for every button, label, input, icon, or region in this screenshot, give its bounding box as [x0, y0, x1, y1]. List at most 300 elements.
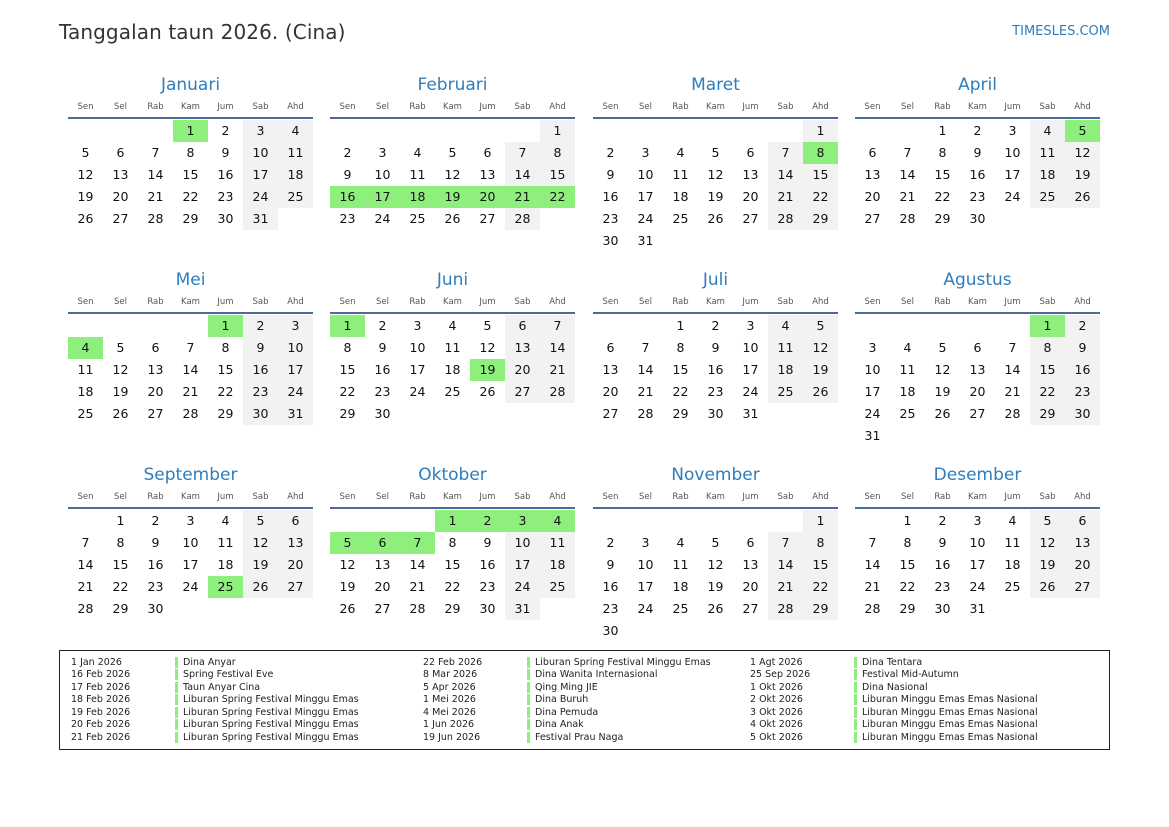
day-cell: 5 [1065, 120, 1100, 142]
empty-day-cell [995, 315, 1030, 337]
month-mei [68, 268, 313, 425]
weekday-label: Kam [706, 297, 725, 307]
day-cell: 15 [1030, 359, 1065, 381]
empty-day-cell [960, 425, 995, 447]
empty-day-cell [103, 315, 138, 337]
day-cell: 4 [903, 340, 912, 355]
weekday-label: Jum [742, 492, 759, 502]
weekday-label: Ahd [1074, 102, 1091, 112]
day-cell: 5 [1030, 510, 1065, 532]
week-row [593, 554, 838, 576]
day-cell: 28 [637, 406, 654, 421]
day-cell: 18 [217, 557, 234, 572]
day-cell: 7 [768, 142, 803, 164]
day-cell: 15 [182, 167, 199, 182]
weekday-label: Sab [777, 102, 794, 112]
day-cell: 25 [1004, 579, 1021, 594]
week-row [68, 337, 313, 359]
week-row [68, 381, 313, 403]
day-cell: 18 [77, 384, 94, 399]
day-cell: 8 [116, 535, 125, 550]
month-title: Januari [160, 75, 221, 95]
empty-day-cell [400, 510, 435, 532]
day-cell: 1 [938, 123, 947, 138]
month-divider [68, 507, 313, 509]
empty-day-cell [628, 120, 663, 142]
holiday-date: 1 Agt 2026 [750, 656, 803, 668]
legend-row [739, 669, 1038, 682]
empty-day-cell [540, 208, 575, 230]
day-cell: 3 [641, 535, 650, 550]
day-cell: 18 [1030, 164, 1065, 186]
week-row [330, 186, 575, 208]
day-cell: 8 [221, 340, 230, 355]
day-cell: 13 [147, 362, 164, 377]
day-cell: 20 [374, 579, 391, 594]
empty-day-cell [1030, 208, 1065, 230]
day-cell: 26 [479, 384, 496, 399]
month-divider [593, 117, 838, 119]
day-cell: 27 [742, 211, 759, 226]
day-cell: 31 [243, 208, 278, 230]
day-cell: 17 [637, 189, 654, 204]
day-cell: 12 [112, 362, 129, 377]
empty-day-cell [733, 620, 768, 642]
day-cell: 21 [637, 384, 654, 399]
day-cell: 4 [1030, 120, 1065, 142]
day-cell: 12 [1030, 532, 1065, 554]
week-row [330, 120, 575, 142]
day-cell: 12 [339, 557, 356, 572]
week-row [855, 359, 1100, 381]
day-cell: 25 [278, 186, 313, 208]
day-cell: 24 [637, 211, 654, 226]
day-cell: 13 [112, 167, 129, 182]
day-cell: 21 [409, 579, 426, 594]
day-cell: 13 [742, 167, 759, 182]
holiday-date: 25 Sep 2026 [750, 669, 811, 681]
day-cell: 15 [672, 362, 689, 377]
day-cell: 3 [641, 145, 650, 160]
day-cell: 21 [768, 576, 803, 598]
day-cell: 15 [540, 164, 575, 186]
day-cell: 26 [112, 406, 129, 421]
day-cell: 30 [374, 406, 391, 421]
day-cell: 23 [243, 381, 278, 403]
day-cell: 8 [903, 535, 912, 550]
day-cell: 23 [147, 579, 164, 594]
day-cell: 22 [182, 189, 199, 204]
empty-day-cell [505, 403, 540, 425]
day-cell: 16 [934, 557, 951, 572]
month-title: Juni [436, 270, 469, 290]
day-cell: 26 [444, 211, 461, 226]
day-cell: 11 [278, 142, 313, 164]
month-divider [593, 312, 838, 314]
day-cell: 1 [803, 120, 838, 142]
day-cell: 13 [969, 362, 986, 377]
day-cell: 25 [444, 384, 461, 399]
weekday-label: Sab [514, 492, 531, 502]
day-cell: 19 [707, 579, 724, 594]
week-row [593, 403, 838, 425]
empty-day-cell [663, 230, 698, 252]
day-cell: 14 [182, 362, 199, 377]
weekday-label: Rab [409, 102, 426, 112]
day-cell: 20 [969, 384, 986, 399]
day-cell: 17 [365, 186, 400, 208]
weekday-label: Jum [217, 102, 234, 112]
weekday-label: Sen [602, 492, 619, 502]
holiday-date: 21 Feb 2026 [71, 731, 131, 743]
weekday-label: Sab [777, 492, 794, 502]
week-row [593, 186, 838, 208]
week-row [68, 403, 313, 425]
day-cell: 5 [81, 145, 90, 160]
legend-row [412, 681, 711, 694]
weekday-label: Rab [409, 297, 426, 307]
holiday-date: 2 Okt 2026 [750, 694, 803, 706]
weekday-label: Sen [77, 297, 94, 307]
legend-row [412, 656, 711, 669]
day-cell: 11 [217, 535, 234, 550]
day-cell: 30 [479, 601, 496, 616]
day-cell: 9 [1065, 337, 1100, 359]
weekday-label: Jum [1004, 492, 1021, 502]
empty-day-cell [698, 620, 733, 642]
empty-day-cell [540, 598, 575, 620]
weekday-header [855, 487, 1100, 507]
empty-day-cell [138, 120, 173, 142]
month-divider [330, 117, 575, 119]
day-cell: 20 [112, 189, 129, 204]
day-cell: 23 [934, 579, 951, 594]
day-cell: 10 [742, 340, 759, 355]
day-cell: 3 [973, 513, 982, 528]
day-cell: 3 [278, 315, 313, 337]
weekday-label: Sab [1039, 102, 1056, 112]
week-row [855, 337, 1100, 359]
weekday-label: Sel [901, 102, 914, 112]
day-cell: 9 [151, 535, 160, 550]
day-cell: 11 [409, 167, 426, 182]
day-cell: 17 [742, 362, 759, 377]
day-cell: 30 [707, 406, 724, 421]
month-divider [330, 507, 575, 509]
day-cell: 1 [208, 315, 243, 337]
empty-day-cell [1065, 598, 1100, 620]
week-row [855, 576, 1100, 598]
day-cell: 23 [339, 211, 356, 226]
day-cell: 6 [746, 145, 755, 160]
weekday-label: Ahd [287, 102, 304, 112]
day-cell: 7 [81, 535, 90, 550]
day-cell: 8 [540, 142, 575, 164]
weekday-header [593, 487, 838, 507]
day-cell: 16 [479, 557, 496, 572]
day-cell: 19 [112, 384, 129, 399]
week-row [330, 554, 575, 576]
day-cell: 17 [278, 359, 313, 381]
day-cell: 29 [803, 598, 838, 620]
weekday-label: Kam [968, 492, 987, 502]
day-cell: 27 [505, 381, 540, 403]
day-cell: 22 [339, 384, 356, 399]
week-row [330, 208, 575, 230]
weekday-label: Jum [742, 297, 759, 307]
weekday-label: Sel [639, 297, 652, 307]
day-cell: 7 [186, 340, 195, 355]
day-cell: 23 [1065, 381, 1100, 403]
day-cell: 9 [606, 167, 615, 182]
day-cell: 6 [746, 535, 755, 550]
day-cell: 15 [339, 362, 356, 377]
day-cell: 19 [1065, 164, 1100, 186]
day-cell: 27 [147, 406, 164, 421]
weekday-label: Sab [252, 102, 269, 112]
empty-day-cell [103, 120, 138, 142]
day-cell: 7 [540, 315, 575, 337]
day-cell: 14 [864, 557, 881, 572]
day-cell: 24 [374, 211, 391, 226]
day-cell: 3 [378, 145, 387, 160]
empty-day-cell [278, 598, 313, 620]
holiday-date: 5 Okt 2026 [750, 731, 803, 743]
weekday-label: Sel [901, 297, 914, 307]
day-cell: 9 [606, 557, 615, 572]
weekday-label: Sel [114, 102, 127, 112]
weekday-label: Sen [602, 297, 619, 307]
empty-day-cell [593, 120, 628, 142]
weekday-label: Sel [901, 492, 914, 502]
day-cell: 25 [899, 406, 916, 421]
day-cell: 17 [409, 362, 426, 377]
empty-day-cell [733, 510, 768, 532]
empty-day-cell [435, 120, 470, 142]
weekday-label: Sab [252, 492, 269, 502]
day-cell: 4 [278, 120, 313, 142]
day-cell: 22 [934, 189, 951, 204]
holiday-name: Spring Festival Eve [175, 669, 273, 680]
holiday-legend [59, 650, 1110, 750]
weekday-label: Rab [934, 492, 951, 502]
holiday-date: 1 Okt 2026 [750, 681, 803, 693]
weekday-label: Kam [706, 102, 725, 112]
empty-day-cell [960, 315, 995, 337]
empty-day-cell [138, 315, 173, 337]
day-cell: 26 [339, 601, 356, 616]
legend-row [60, 694, 359, 707]
day-cell: 14 [768, 164, 803, 186]
day-cell: 5 [448, 145, 457, 160]
day-cell: 18 [768, 359, 803, 381]
holiday-date: 17 Feb 2026 [71, 681, 131, 693]
day-cell: 29 [899, 601, 916, 616]
day-cell: 16 [1065, 359, 1100, 381]
empty-day-cell [593, 315, 628, 337]
day-cell: 23 [479, 579, 496, 594]
week-row [68, 359, 313, 381]
weekday-header [593, 97, 838, 117]
weekday-label: Kam [443, 102, 462, 112]
weekday-label: Jum [742, 102, 759, 112]
month-divider [593, 507, 838, 509]
empty-day-cell [243, 598, 278, 620]
month-september [68, 463, 313, 620]
day-cell: 22 [899, 579, 916, 594]
weekday-label: Jum [1004, 102, 1021, 112]
week-row [855, 142, 1100, 164]
day-cell: 22 [803, 186, 838, 208]
legend-row [739, 656, 1038, 669]
day-cell: 23 [707, 384, 724, 399]
month-divider [855, 117, 1100, 119]
day-cell: 1 [435, 510, 470, 532]
legend-row [60, 719, 359, 732]
day-cell: 10 [1004, 145, 1021, 160]
day-cell: 12 [444, 167, 461, 182]
month-oktober [330, 463, 575, 620]
week-row [593, 620, 838, 642]
empty-day-cell [890, 425, 925, 447]
day-cell: 20 [864, 189, 881, 204]
week-row [68, 554, 313, 576]
day-cell: 12 [77, 167, 94, 182]
day-cell: 7 [868, 535, 877, 550]
day-cell: 2 [606, 145, 615, 160]
day-cell: 12 [707, 557, 724, 572]
day-cell: 27 [969, 406, 986, 421]
day-cell: 6 [868, 145, 877, 160]
holiday-date: 3 Okt 2026 [750, 706, 803, 718]
week-row [330, 142, 575, 164]
day-cell: 9 [221, 145, 230, 160]
day-cell: 28 [1004, 406, 1021, 421]
week-row [330, 337, 575, 359]
day-cell: 24 [742, 384, 759, 399]
weekday-label: Sab [777, 297, 794, 307]
day-cell: 29 [339, 406, 356, 421]
legend-column [412, 656, 711, 744]
month-juli [593, 268, 838, 425]
day-cell: 15 [112, 557, 129, 572]
day-cell: 27 [1065, 576, 1100, 598]
day-cell: 8 [448, 535, 457, 550]
weekday-label: Sel [114, 297, 127, 307]
day-cell: 20 [742, 579, 759, 594]
day-cell: 3 [868, 340, 877, 355]
day-cell: 15 [217, 362, 234, 377]
day-cell: 24 [409, 384, 426, 399]
day-cell: 21 [768, 186, 803, 208]
day-cell: 5 [711, 535, 720, 550]
day-cell: 13 [505, 337, 540, 359]
day-cell: 14 [540, 337, 575, 359]
day-cell: 25 [1030, 186, 1065, 208]
empty-day-cell [768, 120, 803, 142]
day-cell: 12 [479, 340, 496, 355]
weekday-label: Rab [672, 102, 689, 112]
week-row [593, 532, 838, 554]
weekday-label: Rab [147, 297, 164, 307]
day-cell: 26 [707, 601, 724, 616]
day-cell: 2 [343, 145, 352, 160]
day-cell: 9 [243, 337, 278, 359]
day-cell: 16 [243, 359, 278, 381]
day-cell: 26 [77, 211, 94, 226]
day-cell: 30 [217, 211, 234, 226]
empty-day-cell [1065, 425, 1100, 447]
day-cell: 16 [969, 167, 986, 182]
weekday-label: Ahd [549, 492, 566, 502]
week-row [68, 576, 313, 598]
month-title: November [671, 465, 760, 485]
weekday-header [855, 292, 1100, 312]
holiday-date: 22 Feb 2026 [423, 656, 483, 668]
day-cell: 5 [711, 145, 720, 160]
empty-day-cell [68, 315, 103, 337]
holiday-date: 19 Jun 2026 [423, 731, 481, 743]
holiday-name: Dina Anak [527, 719, 584, 730]
day-cell: 11 [672, 167, 689, 182]
empty-day-cell [400, 120, 435, 142]
day-cell: 15 [444, 557, 461, 572]
day-cell: 11 [1030, 142, 1065, 164]
weekday-label: Jum [479, 102, 496, 112]
weekday-header [330, 292, 575, 312]
day-cell: 22 [217, 384, 234, 399]
day-cell: 14 [899, 167, 916, 182]
day-cell: 13 [479, 167, 496, 182]
day-cell: 24 [278, 381, 313, 403]
weekday-label: Kam [181, 102, 200, 112]
empty-day-cell [470, 120, 505, 142]
day-cell: 23 [602, 211, 619, 226]
weekday-label: Rab [672, 297, 689, 307]
day-cell: 13 [1065, 532, 1100, 554]
day-cell: 14 [147, 167, 164, 182]
empty-day-cell [628, 620, 663, 642]
day-cell: 26 [1065, 186, 1100, 208]
day-cell: 8 [1030, 337, 1065, 359]
day-cell: 12 [1065, 142, 1100, 164]
day-cell: 29 [444, 601, 461, 616]
week-row [68, 120, 313, 142]
day-cell: 28 [768, 208, 803, 230]
month-divider [855, 312, 1100, 314]
weekday-label: Sel [376, 492, 389, 502]
brand-link[interactable]: TIMESLES.COM [1012, 24, 1110, 39]
day-cell: 19 [707, 189, 724, 204]
day-cell: 6 [606, 340, 615, 355]
week-row [593, 315, 838, 337]
day-cell: 14 [77, 557, 94, 572]
day-cell: 3 [413, 318, 422, 333]
day-cell: 21 [147, 189, 164, 204]
holiday-name: Liburan Spring Festival Minggu Emas [175, 719, 359, 730]
holiday-date: 8 Mar 2026 [423, 669, 478, 681]
day-cell: 1 [540, 120, 575, 142]
weekday-label: Kam [443, 297, 462, 307]
day-cell: 11 [1004, 535, 1021, 550]
week-row [855, 532, 1100, 554]
day-cell: 16 [707, 362, 724, 377]
day-cell: 7 [505, 142, 540, 164]
day-cell: 19 [934, 384, 951, 399]
week-row [855, 381, 1100, 403]
day-cell: 28 [147, 211, 164, 226]
day-cell: 6 [973, 340, 982, 355]
